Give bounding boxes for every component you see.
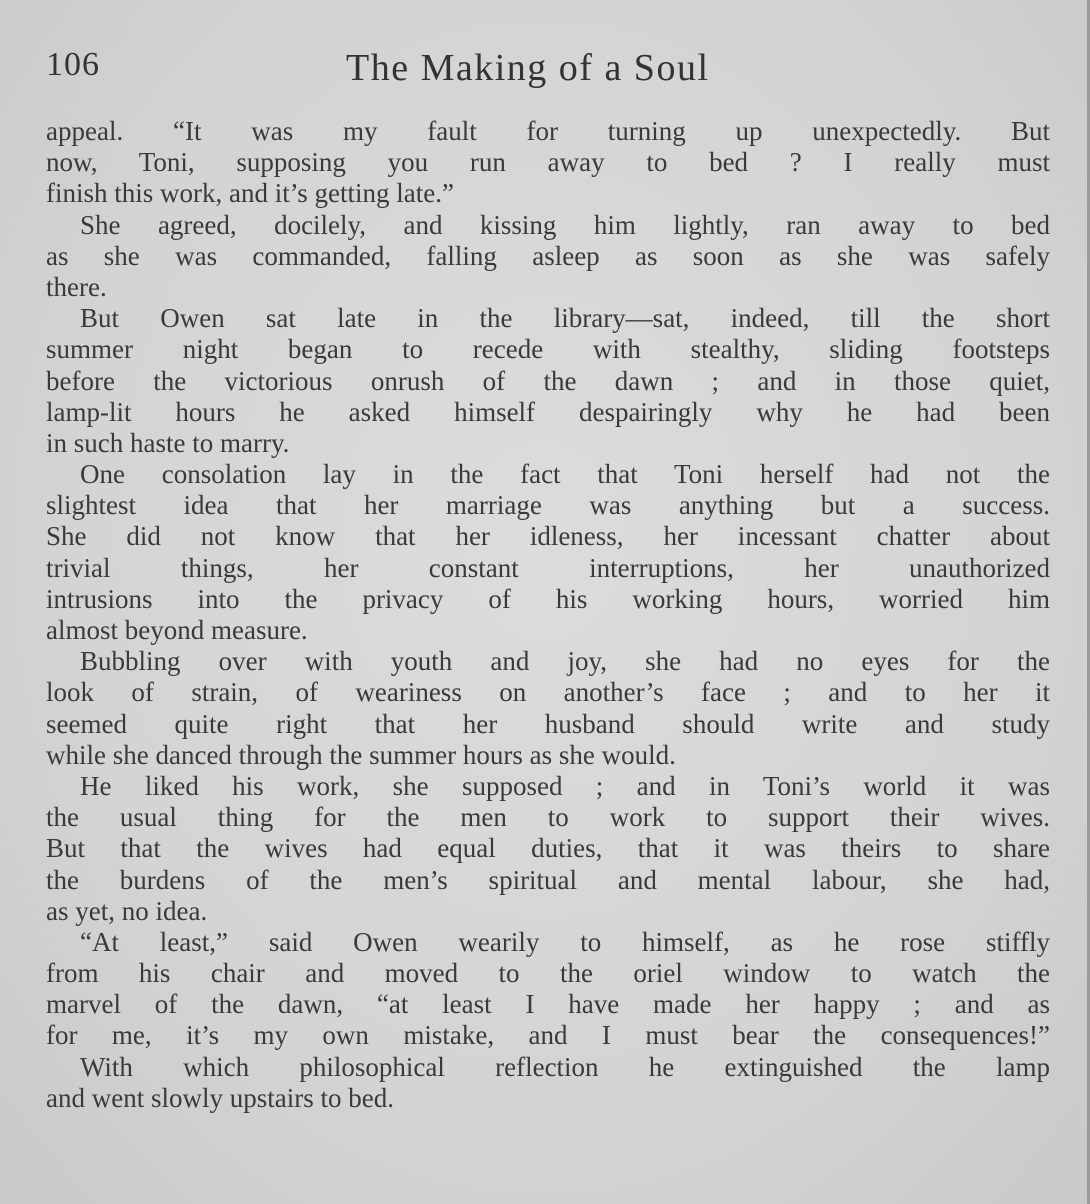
body-text	[46, 116, 1050, 1114]
text-line: He liked his work, she supposed ; and in Toni’s world it was	[80, 770, 1050, 801]
text-line: But Owen sat late in the library—sat, indeed, till the short	[80, 303, 1050, 334]
text-line: from his chair and moved to the oriel window to watch the	[46, 958, 1050, 989]
text-line: trivial things, her constant interruptions, her unauthorized	[46, 552, 1050, 583]
text-line: while she danced through the summer hours as she would.	[46, 739, 676, 770]
text-line: lamp-lit hours he asked himself despairingly why he had been	[46, 396, 1050, 427]
text-line: almost beyond measure.	[46, 615, 308, 645]
text-line: slightest idea that her marriage was anything but a success.	[46, 490, 1050, 521]
text-line: as she was commanded, falling asleep as soon as she was safely	[46, 240, 1050, 271]
text-line: marvel of the dawn, “at least I have made her happy ; and as	[46, 989, 1050, 1020]
text-line: “At least,” said Owen wearily to himself, as he rose stiffly	[80, 926, 1050, 957]
text-line: as yet, no idea.	[46, 895, 208, 926]
text-line: appeal. “It was my fault for turning up unexpectedly. But	[46, 116, 1050, 146]
page-number: 106	[46, 46, 100, 83]
text-line: finish this work, and it’s getting late.”	[46, 178, 454, 209]
text-line: intrusions into the privacy of his working hours, worried him	[46, 583, 1050, 614]
page-header	[46, 46, 1050, 94]
text-line: the usual thing for the men to work to support their wives.	[46, 802, 1050, 833]
text-line: But that the wives had equal duties, that it was theirs to share	[46, 833, 1050, 864]
text-line: She agreed, docilely, and kissing him lightly, ran away to bed	[80, 209, 1050, 240]
text-line: With which philosophical reflection he extinguished the lamp	[80, 1051, 1050, 1082]
text-line: the burdens of the men’s spiritual and mental labour, she had,	[46, 864, 1050, 895]
text-line: Bubbling over with youth and joy, she had no eyes for the	[80, 646, 1050, 677]
text-line: One consolation lay in the fact that Toni herself had not the	[80, 459, 1050, 490]
text-line: before the victorious onrush of the dawn ; and in those quiet,	[46, 365, 1050, 396]
text-line: seemed quite right that her husband should write and study	[46, 708, 1050, 739]
text-line: there.	[46, 271, 107, 302]
running-title: The Making of a Soul	[346, 47, 710, 89]
text-line: and went slowly upstairs to bed.	[46, 1082, 394, 1113]
text-line: in such haste to marry.	[46, 427, 290, 458]
text-line: for me, it’s my own mistake, and I must bear the consequences!”	[46, 1020, 1050, 1051]
text-line: look of strain, of weariness on another’s face ; and to her it	[46, 677, 1050, 708]
text-line: She did not know that her idleness, her incessant chatter about	[46, 521, 1050, 552]
text-line: summer night began to recede with stealthy, sliding footsteps	[46, 334, 1050, 365]
text-line: now, Toni, supposing you run away to bed ? I really must	[46, 147, 1050, 178]
